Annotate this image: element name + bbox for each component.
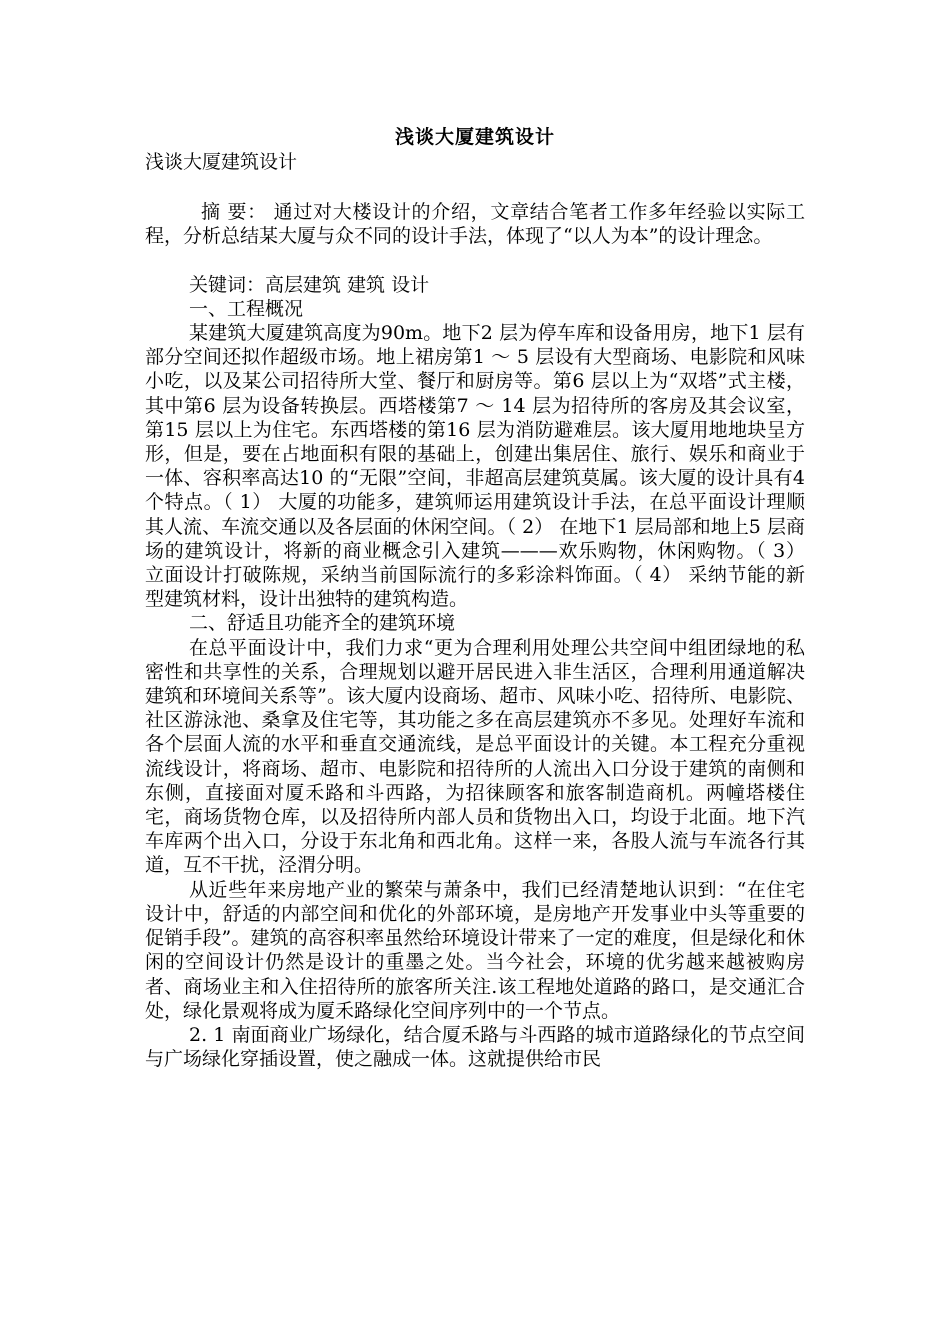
section-heading-overview: 一、工程概况 bbox=[189, 297, 304, 320]
keywords-line: 关键词：高层建筑 建筑 设计 bbox=[189, 273, 430, 296]
overview-paragraph: 某建筑大厦建筑高度为90m。地下2 层为停车库和设备用房，地下1 层有部分空间还拟作超级市场。地上裙房第1 ～ 5 层设有大型商场、电影院和风味小吃，以及某公司招待所大堂、餐厅和厨房等。第6 层以上为“双塔”式主楼，其中第6 层为设备转换层。西塔楼第7 ～ 14 层为招待所的客房及其会议室，第15 层以上为住宅。东西塔楼的第16 层为消防避难层。该大厦用地地块呈方形，但是，要在占地面积有限的基础上，创建出集居住、旅行、娱乐和商业于一体、容积率高达10 的“无限”空间，非超高层建筑莫属。该大厦的设计具有4 个特点。（ 1） 大厦的功能多，建筑师运用建筑设计手法，在总平面设计理顺其人流、车流交通以及各层面的休闲空间。（ 2） 在地下1 层局部和地上5 层商场的建筑设计，将新的商业概念引入建筑———欢乐购物，休闲购物。（ 3） 立面设计打破陈规，采纳当前国际流行的多彩涂料饰面。（ 4） 采纳节能的新型建筑材料，设计出独特的建筑构造。 bbox=[145, 322, 805, 611]
section-heading-environment: 二、舒适且功能齐全的建筑环境 bbox=[189, 612, 456, 635]
environment-paragraph-1: 在总平面设计中，我们力求“更为合理利用处理公共空间中组团绿地的私密性和共享性的关系，合理规划以避开居民进入非生活区，合理利用通道解决建筑和环境间关系等”。该大厦内设商场、超市、风味小吃、招待所、电影院、社区游泳池、桑拿及住宅等，其功能之多在高层建筑亦不多见。处理好车流和各个层面人流的水平和垂直交通流线，是总平面设计的关键。本工程充分重视流线设计，将商场、超市、电影院和招待所的人流出入口分设于建筑的南侧和东侧，直接面对厦禾路和斗西路，为招徕顾客和旅客制造商机。两幢塔楼住宅，商场货物仓库，以及招待所内部人员和货物出入口，均设于北面。地下汽车库两个出入口，分设于东北角和西北角。这样一来，各股人流与车流各行其道，互不干扰，泾渭分明。 bbox=[145, 636, 805, 877]
environment-paragraph-2: 从近些年来房地产业的繁荣与萧条中，我们已经清楚地认识到：“在住宅设计中，舒适的内部空间和优化的外部环境，是房地产开发事业中头等重要的促销手段”。建筑的高容积率虽然给环境设计带来了一定的难度，但是绿化和休闲的空间设计仍然是设计的重墨之处。当今社会，环境的优劣越来越被购房者、商场业主和入住招待所的旅客所关注.该工程地处道路的路口，是交通汇合处，绿化景观将成为厦禾路绿化空间序列中的一个节点。 bbox=[145, 878, 805, 1022]
environment-paragraph-3: 2. 1 南面商业广场绿化，结合厦禾路与斗西路的城市道路绿化的节点空间与广场绿化穿插设置，使之融成一体。这就提供给市民 bbox=[145, 1023, 805, 1071]
abstract-paragraph: 摘 要： 通过对大楼设计的介绍，文章结合笔者工作多年经验以实际工程，分析总结某大厦与众不同的设计手法，体现了“以人为本”的设计理念。 bbox=[145, 201, 805, 248]
document-body bbox=[145, 150, 805, 1071]
document-subtitle: 浅谈大厦建筑设计 bbox=[145, 151, 298, 173]
document-title: 浅谈大厦建筑设计 bbox=[394, 126, 555, 148]
